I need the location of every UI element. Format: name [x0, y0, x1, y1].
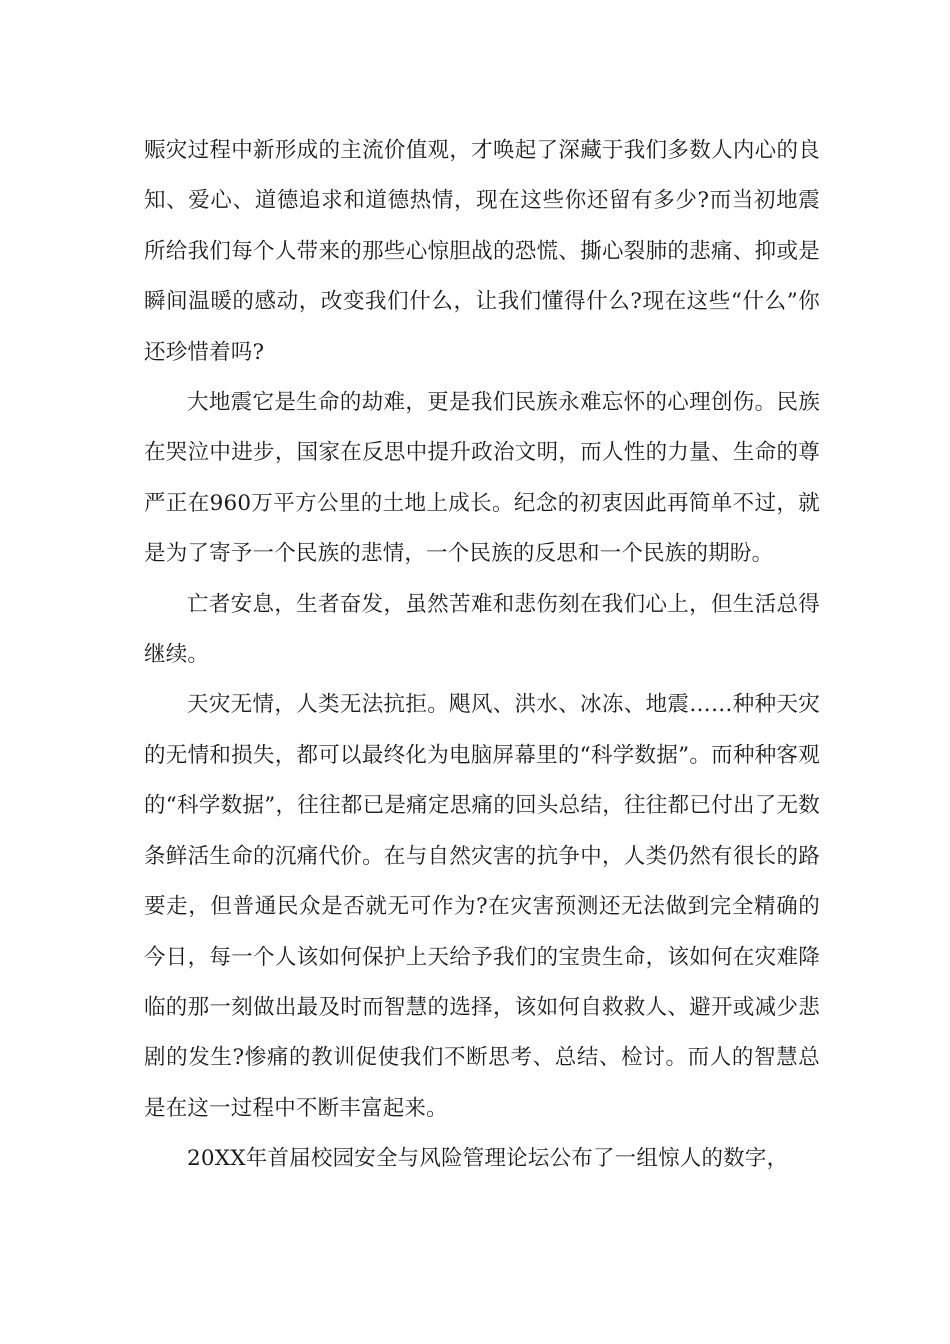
paragraph-5: 20XX年首届校园安全与风险管理论坛公布了一组惊人的数字，	[187, 1146, 789, 1172]
paragraph-2: 大地震它是生命的劫难，更是我们民族永难忘怀的心理创伤。民族在哭泣中进步，国家在反思中提升政治文明，而人性的力量、生命的尊严正在960万平方公里的土地上成长。纪念的初衷因此再简单不过，就是为了寄予一个民族的悲情，一个民族的反思和一个民族的期盼。	[144, 390, 820, 567]
paragraph-4: 天灾无情，人类无法抗拒。飓风、洪水、冰冻、地震……种种天灾的无情和损失，都可以最终化为电脑屏幕里的“科学数据”。而种种客观的“科学数据”，往往都已是痛定思痛的回头总结，往往都已付出了无数条鲜活生命的沉痛代价。在与自然灾害的抗争中，人类仍然有很长的路要走，但普通民众是否就无可作为?在灾害预测还无法做到完全精确的今日，每一个人该如何保护上天给予我们的宝贵生命，该如何在灾难降临的那一刻做出最及时而智慧的选择，该如何自救救人、避开或减少悲剧的发生?惨痛的教训促使我们不断思考、总结、检讨。而人的智慧总是在这一过程中不断丰富起来。	[144, 692, 820, 1121]
paragraph-1: 赈灾过程中新形成的主流价值观，才唤起了深藏于我们多数人内心的良知、爱心、道德追求和道德热情，现在这些你还留有多少?而当初地震所给我们每个人带来的那些心惊胆战的恐慌、撕心裂肺的悲痛、抑或是瞬间温暖的感动，改变我们什么，让我们懂得什么?现在这些“什么”你还珍惜着吗?	[144, 138, 820, 365]
document-body	[144, 126, 820, 1185]
paragraph-3: 亡者安息，生者奋发，虽然苦难和悲伤刻在我们心上，但生活总得继续。	[144, 591, 820, 668]
